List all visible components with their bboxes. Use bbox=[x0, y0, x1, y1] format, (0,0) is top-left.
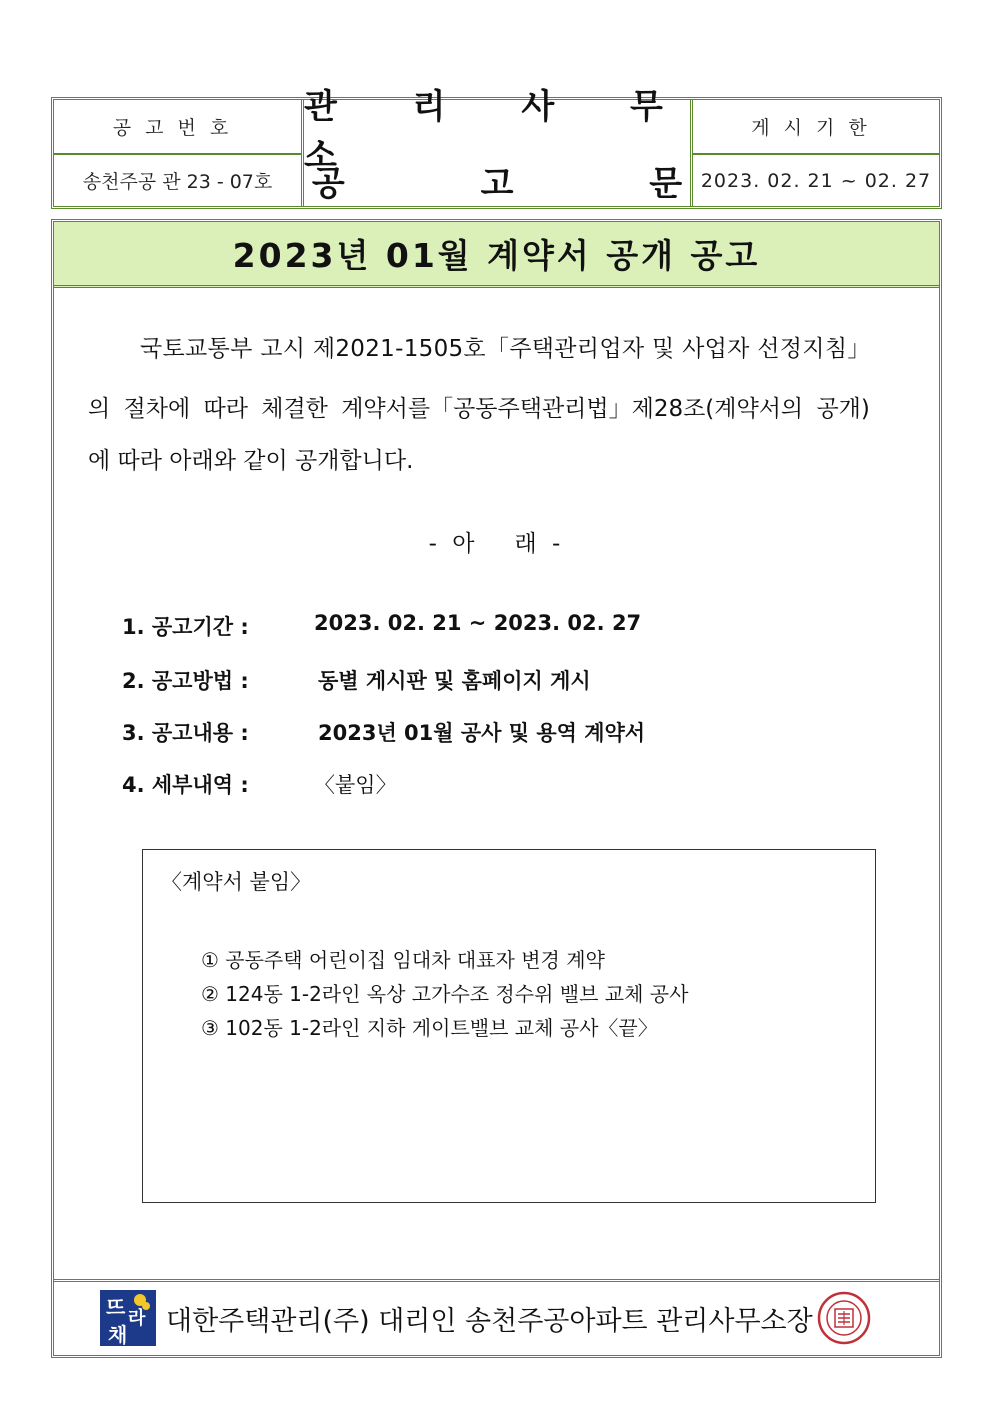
attachment-line: ① 공동주택 어린이집 임대차 대표자 변경 계약 bbox=[201, 948, 605, 972]
office-title-line2-cell bbox=[304, 154, 745, 206]
below-heading-right: 래 - bbox=[514, 531, 565, 557]
signature-footer bbox=[54, 1279, 939, 1355]
company-logo bbox=[100, 1290, 156, 1346]
attachment-line: ③ 102동 1-2라인 지하 게이트밸브 교체 공사〈끝〉 bbox=[201, 1016, 658, 1040]
notice-item bbox=[122, 611, 642, 641]
notice-item-label: 1. 공고기간 : bbox=[122, 615, 249, 639]
period-label: 게시기한 bbox=[751, 117, 881, 139]
office-title-line1-cell bbox=[304, 87, 695, 176]
notice-number-value-cell bbox=[54, 155, 301, 206]
period-value-cell bbox=[693, 155, 939, 206]
notice-item-value: 〈붙임〉 bbox=[314, 773, 397, 797]
logo-text-bottom: 채 bbox=[108, 1323, 128, 1346]
intro-paragraph-line3: 에 따라 아래와 같이 공개합니다. bbox=[88, 448, 414, 474]
signature-text: 대한주택관리(주) 대리인 송천주공아파트 관리사무소장 bbox=[166, 1306, 813, 1337]
notice-item-label: 4. 세부내역 : bbox=[122, 773, 249, 797]
intro-paragraph-line2: 의 절차에 따라 체결한 계약서를「공동주택관리법」제28조(계약서의 공개) bbox=[88, 396, 870, 422]
logo-text-mid: 라 bbox=[128, 1308, 146, 1329]
company-logo-icon bbox=[100, 1290, 156, 1346]
attachment-heading: 〈계약서 붙임〉 bbox=[161, 870, 312, 894]
period-value: 2023. 02. 21 ~ 02. 27 bbox=[700, 169, 932, 192]
notice-item-value: 2023. 02. 21 ~ 2023. 02. 27 bbox=[314, 611, 642, 635]
notice-number-value: 송천주공 관 23 - 07호 bbox=[82, 171, 273, 193]
attachment-line: ② 124동 1-2라인 옥상 고가수조 정수위 밸브 교체 공사 bbox=[201, 982, 689, 1006]
notice-number-label-cell bbox=[54, 100, 301, 153]
document-title-band bbox=[54, 222, 939, 288]
notice-item bbox=[122, 665, 591, 695]
notice-number-label: 공고번호 bbox=[112, 117, 243, 139]
notice-item-value: 동별 게시판 및 홈페이지 게시 bbox=[318, 669, 591, 693]
logo-text-top: 뜨 bbox=[106, 1295, 126, 1319]
office-title-line2: 공 고 문 bbox=[311, 163, 745, 204]
official-seal bbox=[816, 1290, 872, 1346]
notice-item-value: 2023년 01월 공사 및 용역 계약서 bbox=[318, 721, 646, 745]
notice-item-label: 3. 공고내용 : bbox=[122, 721, 249, 745]
attachment-box bbox=[142, 849, 876, 1203]
notice-body-frame bbox=[51, 219, 942, 1358]
notice-header-table bbox=[51, 87, 942, 209]
intro-paragraph-line1: 국토교통부 고시 제2021-1505호「주택관리업자 및 사업자 선정지침」 bbox=[140, 336, 871, 362]
period-label-cell bbox=[693, 100, 939, 153]
red-seal-icon bbox=[816, 1290, 872, 1346]
notice-item-label: 2. 공고방법 : bbox=[122, 669, 249, 693]
below-heading-left: - 아 bbox=[428, 531, 479, 557]
below-heading bbox=[54, 525, 939, 558]
notice-item bbox=[122, 717, 646, 747]
office-title-line1: 관 리 사 무 소 bbox=[304, 87, 695, 176]
document-title: 2023년 01월 계약서 공개 공고 bbox=[232, 236, 761, 275]
notice-item bbox=[122, 769, 397, 799]
